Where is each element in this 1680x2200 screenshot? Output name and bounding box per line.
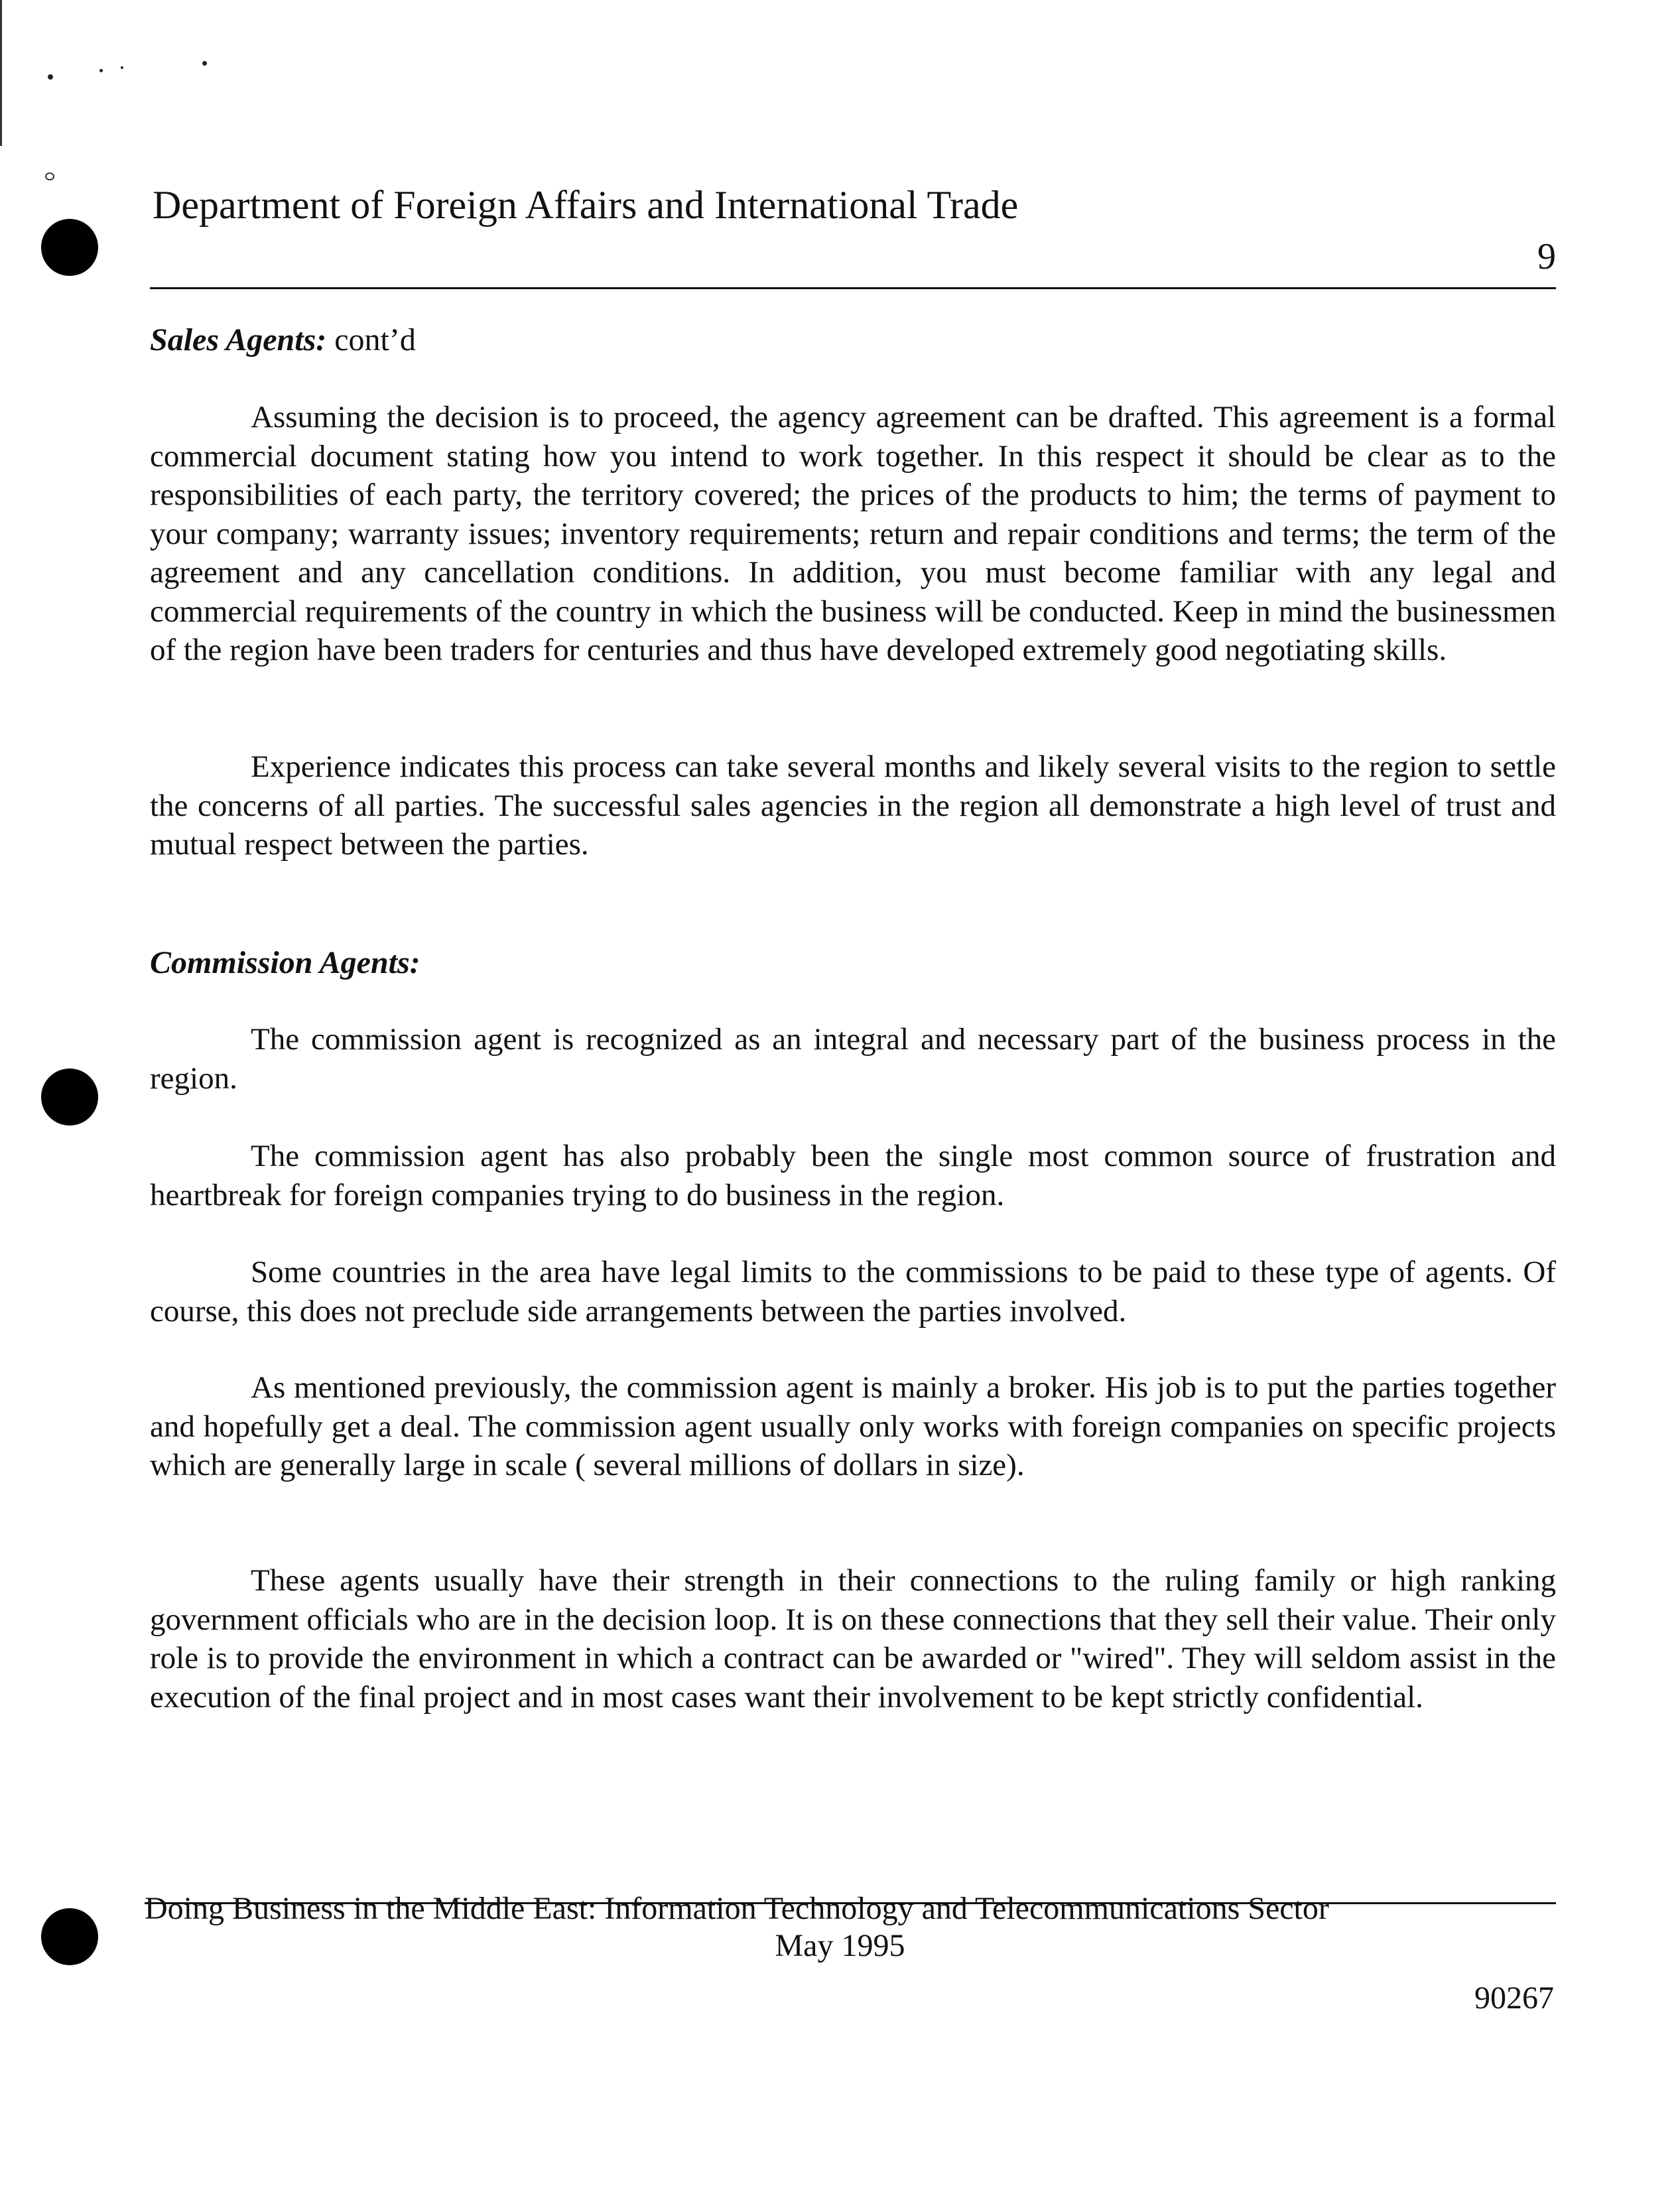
section-heading-label: Sales Agents: [150, 322, 327, 357]
paragraph: Assuming the decision is to proceed, the agency agreement can be drafted. This agreement is a formal commercial document stating how you intend to work together. In this respect it should be clear as to the responsibilities of each party, the territory covered; the prices of the products to him; the terms of payment to your company; warranty issues; inventory requirements; return and repair conditions and terms; the term of the agreement and any cancellation conditions. In addition, you must become familiar with any legal and commercial requirements of the country in which the business will be conducted. Keep in mind the businessmen of the region have been traders for centuries and thus have developed extremely good negotiating skills. [150, 400, 1556, 667]
scan-speck [45, 172, 54, 180]
paragraph: As mentioned previously, the commission agent is mainly a broker. His job is to put the parties together and hopefully get a deal. The commission agent usually only works with foreign companies on specific projects which are generally large in scale ( several millions of dollars in size). [150, 1370, 1556, 1482]
scan-speck [121, 66, 123, 69]
section-heading-label: Commission Agents: [150, 945, 420, 980]
scan-speck [99, 69, 103, 72]
paragraph: The commission agent has also probably been the single most common source of frustration and heartbreak for foreign companies trying to do business in the region. [150, 1139, 1556, 1212]
page-header-title: Department of Foreign Affairs and International Trade [153, 183, 1019, 227]
section-heading-sales-agents [150, 322, 416, 358]
paragraph: These agents usually have their strength in their connections to the ruling family or high ranking government officials who are in the decision loop. It is on these connections that they sell their value. Their only role is to provide the environment in which a contract can be awarded or "wired". They will seldom assist in the execution of the final project and in most cases want their involvement to be kept strictly confidential. [150, 1563, 1556, 1715]
scan-speck [202, 61, 207, 66]
paragraph: Experience indicates this process can take several months and likely several visits to the region to settle the concerns of all parties. The successful sales agencies in the region all demonstrate a high level of trust and mutual respect between the parties. [150, 749, 1556, 862]
section-heading-suffix: cont’d [326, 322, 416, 357]
document-id: 90267 [1474, 1980, 1554, 2016]
section-heading-commission-agents [150, 944, 420, 981]
header-rule [150, 287, 1556, 289]
scan-speck [48, 74, 53, 80]
footer-title: Doing Business in the Middle East: Information Technology and Telecommunications Sector [145, 1891, 1329, 1926]
punch-hole-middle [41, 1068, 98, 1126]
page-number: 9 [1537, 236, 1556, 277]
paragraph: The commission agent is recognized as an integral and necessary part of the business process in the region. [150, 1022, 1556, 1096]
scan-edge-line [0, 0, 2, 146]
paragraph: Some countries in the area have legal limits to the commissions to be paid to these type of agents. Of course, this does not preclude side arrangements between the parties involved. [150, 1255, 1556, 1328]
footer-date: May 1995 [775, 1928, 905, 1963]
punch-hole-top [41, 219, 98, 276]
